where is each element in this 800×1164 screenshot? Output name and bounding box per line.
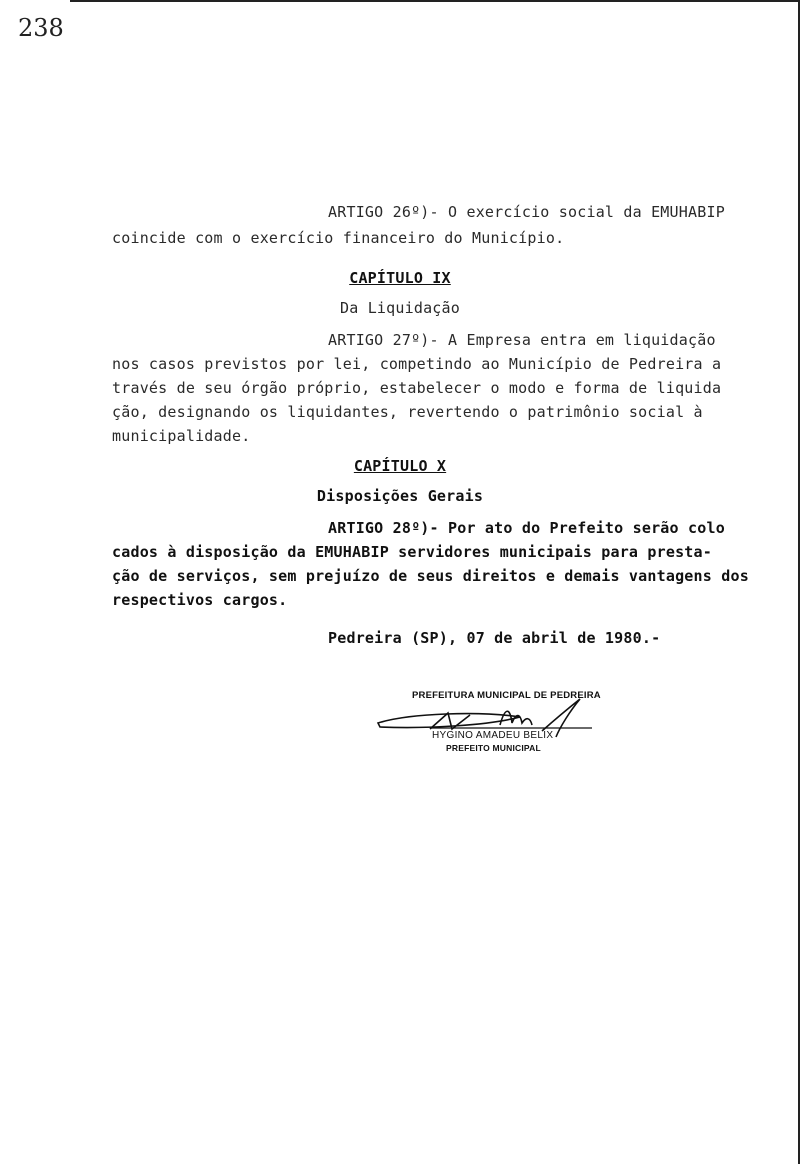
article-27-line-4: ção, designando os liquidantes, revertendo o patrimônio social à <box>112 403 703 421</box>
stamp-signatory-role: PREFEITO MUNICIPAL <box>446 743 541 753</box>
article-26-line-2: coincide com o exercício financeiro do Município. <box>112 229 565 247</box>
article-27-line-3: través de seu órgão próprio, estabelecer o modo e forma de liquida <box>112 379 722 397</box>
chapter-10-title: CAPÍTULO X <box>353 457 447 475</box>
article-28-line-4: respectivos cargos. <box>112 591 288 609</box>
scan-border-top <box>70 0 800 2</box>
article-27-line-1: ARTIGO 27º)- A Empresa entra em liquidação <box>328 331 716 349</box>
article-28-line-3: ção de serviços, sem prejuízo de seus direitos e demais vantagens dos <box>112 567 749 585</box>
article-28-line-1: ARTIGO 28º)- Por ato do Prefeito serão colo <box>328 519 725 537</box>
chapter-9-subtitle: Da Liquidação <box>340 299 460 317</box>
stamp-signatory-name: HYGINO AMADEU BELIX <box>432 730 554 741</box>
stamp-header: PREFEITURA MUNICIPAL DE PEDREIRA <box>412 690 601 701</box>
article-27-line-5: municipalidade. <box>112 427 251 445</box>
date-line: Pedreira (SP), 07 de abril de 1980.- <box>328 629 661 647</box>
page-number: 238 <box>18 14 64 42</box>
article-28-line-2: cados à disposição da EMUHABIP servidores municipais para presta- <box>112 543 712 561</box>
article-26-line-1: ARTIGO 26º)- O exercício social da EMUHABIP <box>328 203 725 221</box>
chapter-9-title: CAPÍTULO IX <box>349 269 451 287</box>
chapter-10-subtitle: Disposições Gerais <box>316 487 484 505</box>
article-27-line-2: nos casos previstos por lei, competindo ao Município de Pedreira a <box>112 355 722 373</box>
